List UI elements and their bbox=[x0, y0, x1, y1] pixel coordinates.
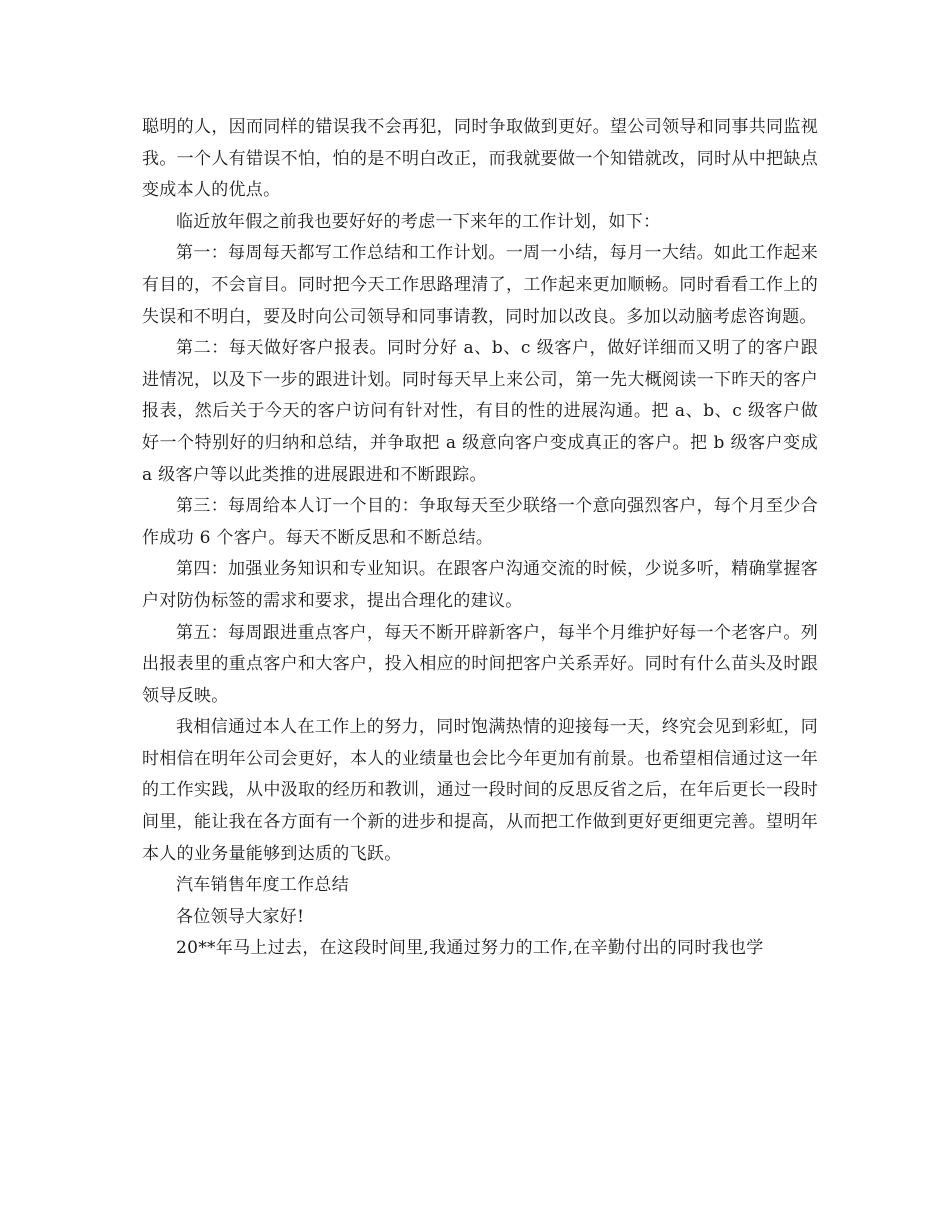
paragraph-plan-4: 第四：加强业务知识和专业知识。在跟客户沟通交流的时候，少说多听，精确掌握客户对防伪标签的需求和要求，提出合理化的建议。 bbox=[142, 559, 818, 611]
paragraph-plan-3: 第三：每周给本人订一个目的：争取每天至少联络一个意向强烈客户，每个月至少合作成功 6 个客户。每天不断反思和不断总结。 bbox=[142, 496, 818, 548]
paragraph-plan-2: 第二：每天做好客户报表。同时分好 a、b、c 级客户，做好详细而又明了的客户跟进情况，以及下一步的跟进计划。同时每天早上来公司，第一先大概阅读一下昨天的客户报表，然后关于今天的客户访问有针对性，有目的性的进展沟通。把 a、b、c 级客户做好一个特别好的归纳和总结，并争取把 a 级意向客户变成真正的客户。把 b 级客户变成 a 级客户等以此类推的进展跟进和不断跟踪。 bbox=[142, 338, 818, 485]
greeting: 各位领导大家好! bbox=[176, 906, 305, 927]
paragraph-plan-5: 第五：每周跟进重点客户，每天不断开辟新客户，每半个月维护好每一个老客户。列出报表里的重点客户和大客户，投入相应的时间把客户关系弄好。同时有什么苗头及时跟领导反映。 bbox=[142, 622, 818, 706]
paragraph-plan-1: 第一：每周每天都写工作总结和工作计划。一周一小结，每月一大结。如此工作起来有目的，不会盲目。同时把今天工作思路理清了，工作起来更加顺畅。同时看看工作上的失误和不明白，要及时向公司领导和同事请教，同时加以改良。多加以动脑考虑咨询题。 bbox=[142, 243, 818, 327]
paragraph-opening: 20**年马上过去，在这段时间里,我通过努力的工作,在辛勤付出的同时我也学 bbox=[176, 938, 764, 959]
paragraph-continuation: 聪明的人，因而同样的错误我不会再犯，同时争取做到更好。望公司领导和同事共同监视我。一个人有错误不怕，怕的是不明白改正，而我就要做一个知错就改，同时从中把缺点变成本人的优点。 bbox=[142, 117, 818, 201]
section-title: 汽车销售年度工作总结 bbox=[176, 875, 349, 896]
paragraph-plan-intro: 临近放年假之前我也要好好的考虑一下来年的工作计划，如下： bbox=[176, 211, 661, 232]
document-body bbox=[142, 112, 818, 965]
paragraph-closing: 我相信通过本人在工作上的努力，同时饱满热情的迎接每一天，终究会见到彩虹，同时相信在明年公司会更好，本人的业绩量也会比今年更加有前景。也希望相信通过这一年的工作实践，从中汲取的经历和教训，通过一段时间的反思反省之后，在年后更长一段时间里，能让我在各方面有一个新的进步和提高，从而把工作做到更好更细更完善。望明年本人的业务量能够到达质的飞跃。 bbox=[142, 717, 818, 864]
